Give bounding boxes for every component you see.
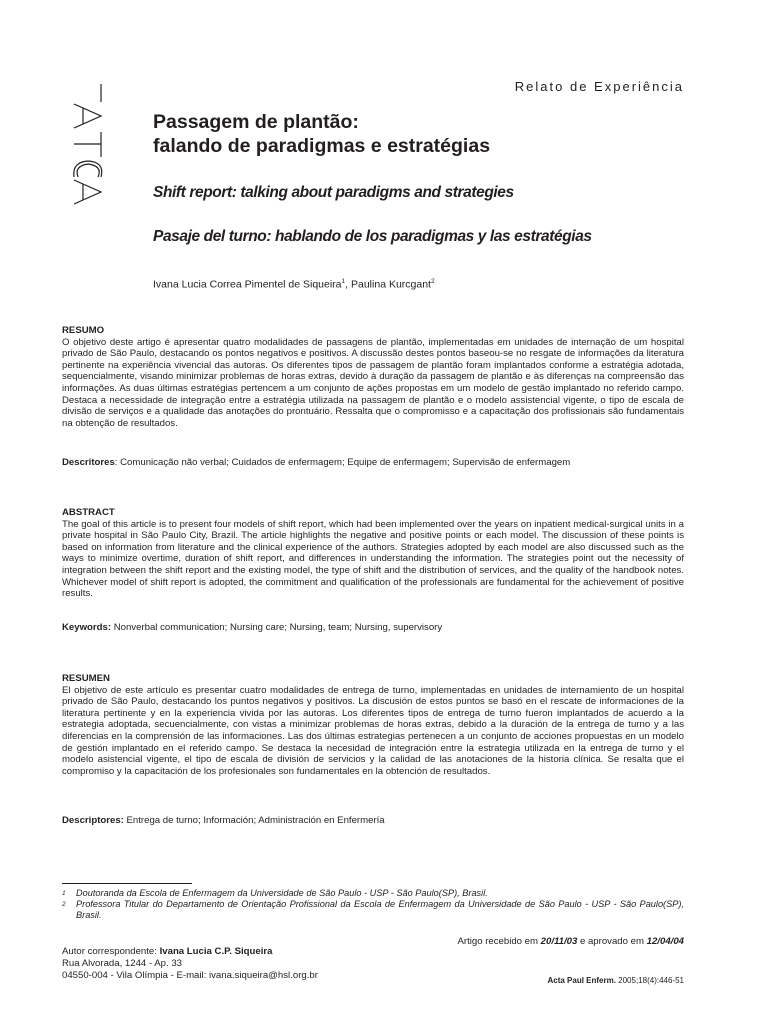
resumen-section: [62, 673, 684, 777]
author-2-affiliation: 2: [430, 278, 435, 285]
footnotes: [62, 888, 684, 921]
received-middle: e aprovado em: [577, 936, 647, 947]
descriptores-text: Entrega de turno; Información; Administración en Enfermería: [123, 815, 385, 826]
descriptores-line: [62, 815, 385, 826]
subtitle-english: Shift report: talking about paradigms and strategies: [153, 184, 514, 201]
keywords-line: [62, 622, 442, 633]
correspondence-address-1: Rua Alvorada, 1244 - Ap. 33: [62, 958, 183, 969]
subtitle-spanish: Pasaje del turno: hablando de los paradigmas y las estratégias: [153, 228, 592, 245]
footnote-divider: [62, 883, 192, 884]
title-line-1: Passagem de plantão:: [153, 111, 359, 133]
author-1: Ivana Lucia Correa Pimentel de Siqueira: [153, 278, 342, 291]
keywords-label: Keywords:: [62, 622, 112, 633]
approved-date: 12/04/04: [646, 936, 684, 947]
title-line-2: falando de paradigmas e estratégias: [153, 135, 491, 157]
footnote-1-mark: 1: [62, 890, 66, 897]
descritores-label: Descritores: [62, 457, 115, 468]
descriptores-label: Descriptores:: [62, 815, 124, 826]
correspondence-label: Autor correspondente:: [62, 946, 160, 957]
footnote-1-text: Doutoranda da Escola de Enfermagem da Universidade de São Paulo - USP - São Paulo(SP), Brasil.: [76, 888, 488, 898]
article-title: [153, 110, 693, 158]
correspondence-block: [62, 946, 318, 982]
footnote-1: [62, 888, 684, 899]
abstract-section: [62, 507, 684, 600]
resumen-text: El objetivo de este artículo es presentar cuatro modalidades de entrega de turno, implementadas en unidades de internamiento de un hospital privado de São Paulo, destacando los puntos negativos y positivos. La discusión de estos puntos se basó en el rescate de informaciones de la literatura pertinente y en la experiencia vivida por las autoras. Los diferentes tipos de entrega de turno fueron implantados de acuerdo a la estrategia adoptada, secuencialmente, con vistas a minimizar problemas de horas extras, debido a la duración de la entrega de turno y a las diferencias en la comprensión de las informaciones. Las dos últimas estrategias pertenecen a un conjunto de acciones propuestas en un modelo de gestión implantado en el referido campo. Se destaca la necesidad de integración entre la estrategia utilizada en la entrega de turno y el modelo asistencial vigente, el tipo de escala de división de servicios y la calidad de las anotaciones de la historia clínica. Se resalta que el compromiso y la capacitación de los profesionales son fundamentales en la obtención de resultados.: [62, 684, 684, 777]
abstract-text: The goal of this article is to present four models of shift report, which had been implemented over the years on inpatient medical-surgical units in a private hospital in São Paulo City, Brazil. The article highlights the negative and positive points or each model. The discussion of these points is based on information from literature and the clinical experience of the authors. Strategies adopted by each model are also discussed such as the ways to minimize overtime, duration of shift report, and differences in understanding the information. The strategies point out the necessity of integration between the shift report and the existing model, the type of shift and the distribution of services, and the quality of the handbook notes. Whichever model of shift report is adopted, the commitment and qualification of the professionals are fundamental for the achievement of positive results.: [62, 518, 684, 600]
resumo-heading: RESUMO: [62, 325, 105, 336]
abstract-heading: ABSTRACT: [62, 507, 115, 518]
correspondence-name: Ivana Lucia C.P. Siqueira: [159, 946, 273, 957]
received-date: 20/11/03: [540, 936, 578, 947]
resumo-section: [62, 325, 684, 429]
footnote-2-mark: 2: [62, 901, 66, 908]
footnote-2: [62, 899, 684, 921]
keywords-text: Nonverbal communication; Nursing care; Nursing, team; Nursing, supervisory: [111, 622, 443, 633]
descritores-text: : Comunicação não verbal; Cuidados de enfermagem; Equipe de enfermagem; Supervisão de enfermagem: [114, 457, 571, 468]
author-separator: ,: [345, 278, 351, 291]
received-prefix: Artigo recebido em: [457, 936, 541, 947]
resumen-heading: RESUMEN: [62, 673, 110, 684]
correspondence-author: [62, 946, 318, 958]
author-1-affiliation: 1: [341, 278, 346, 285]
footnote-2-text: Professora Titular do Departamento de Orientação Profissional da Escola de Enfermagem da Universidade de São Paulo - USP - São Paulo(SP), Brasil.: [76, 899, 684, 920]
descritores-line: [62, 457, 570, 468]
resumo-text: O objetivo deste artigo é apresentar quatro modalidades de passagens de plantão, implementadas em unidades de internação de um hospital privado de São Paulo, destacando os pontos negativos e positivos. A discussão destes pontos baseou-se no resgate de informações da literatura pertinente na experiência vivencial das autoras. Os diferentes tipos de passagem de plantão foram implantados conforme a estratégia adotada, sequencialmente, visando minimizar problemas de horas extras, devido à duração da passagem de plantão e às diferenças na compreensão das informações. As duas últimas estratégias pertencem a um conjunto de ações propostas em um modelo de gestão implantado no referido campo. Destaca a necessidade de integração entre a estratégia utilizada na passagem de plantão e o modelo assistencial vigente, o tipo de escala de divisão de serviços e a qualidade das anotações do prontuário. Ressalta que o compromisso e a capacitação dos profissionais são fundamentais na obtenção de resultados.: [62, 336, 684, 429]
correspondence-address-2: 04550-004 - Vila Olímpia - E-mail: ivana.siqueira@hsl.org.br: [62, 970, 318, 981]
author-line: [153, 278, 435, 291]
section-label: Relato de Experiência: [514, 79, 684, 94]
author-2: Paulina Kurcgant: [351, 278, 431, 291]
journal-citation: [547, 976, 684, 985]
journal-name: Acta Paul Enferm.: [547, 976, 616, 985]
received-dates: [457, 936, 684, 947]
acta-logo: [70, 82, 106, 206]
journal-volume: 2005;18(4):446-51: [615, 976, 684, 985]
